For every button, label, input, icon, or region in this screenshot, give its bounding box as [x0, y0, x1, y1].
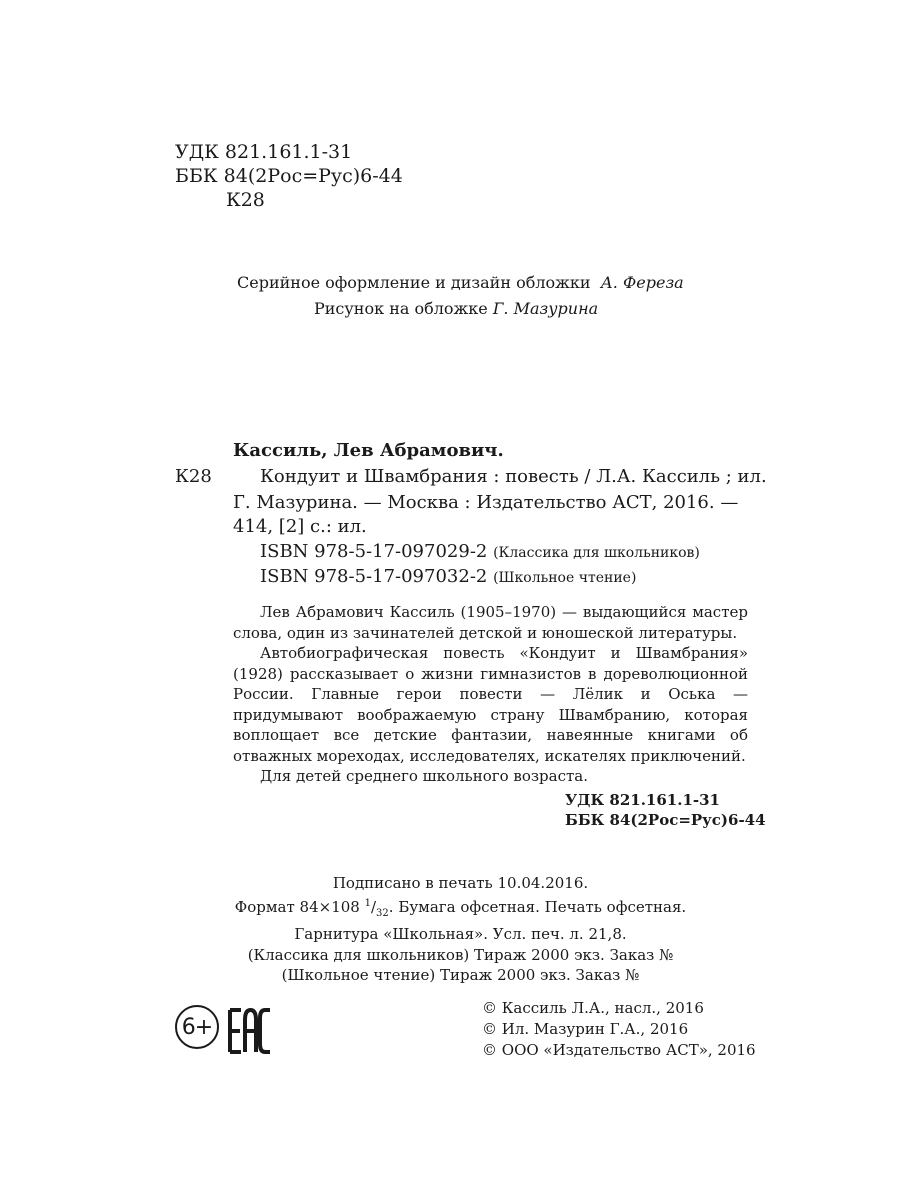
- eac-mark-icon: [228, 1006, 272, 1056]
- bbk-code-top: ББК 84(2Рос=Рус)6-44: [175, 165, 403, 187]
- format-numerator: 1: [364, 897, 371, 909]
- illustration-credit: [314, 296, 598, 322]
- isbn-number: ISBN 978-5-17-097032-2: [260, 566, 488, 587]
- age-rating-text: 6+: [181, 1014, 213, 1040]
- copyright-line: © ООО «Издательство АСТ», 2016: [482, 1041, 756, 1059]
- copyright-line: © Ил. Мазурин Г.А., 2016: [482, 1020, 689, 1038]
- isbn-series: (Школьное чтение): [493, 570, 637, 586]
- annotation-paragraph: Автобиографическая повесть «Кондуит и Швамбрания» (1928) рассказывает о жизни гимназистов в дореволюционной России. Главные герои повести — Лёлик и Оська — придумывают воображаемую страну Швамбранию, которая воплощает все детские фантазии, навеянные книгами об отважных мореходах, исследователях, искателях приключений.: [233, 644, 748, 765]
- typeface-line: Гарнитура «Школьная». Усл. печ. л. 21,8.: [294, 925, 627, 943]
- annotation-paragraph: Лев Абрамович Кассиль (1905–1970) — выдающийся мастер слова, один из зачинателей детской и юношеской литературы.: [233, 603, 748, 642]
- illustration-credit-name: Г. Мазурина: [492, 299, 599, 318]
- biblio-line-1: Кондуит и Швамбрания : повесть / Л.А. Кассиль ; ил.: [260, 466, 767, 487]
- author-heading: Кассиль, Лев Абрамович.: [233, 440, 504, 461]
- print-run-line: (Классика для школьников) Тираж 2000 экз. Заказ №: [247, 945, 674, 964]
- udk-code-top: УДК 821.161.1-31: [175, 141, 353, 163]
- age-rating-badge: [175, 1005, 219, 1049]
- biblio-line-3: 414, [2] с.: ил.: [233, 516, 367, 537]
- isbn-row: [260, 565, 636, 590]
- annotation-paragraph: Для детей среднего школьного возраста.: [260, 767, 589, 785]
- design-credit: [237, 270, 684, 296]
- author-mark: К28: [175, 466, 212, 487]
- format-label: Формат 84×108: [234, 897, 365, 916]
- imprint: [233, 873, 688, 986]
- udk-code-bottom: УДК 821.161.1-31: [565, 791, 720, 809]
- annotation: [233, 602, 748, 787]
- isbn-series: (Классика для школьников): [493, 545, 700, 561]
- design-credit-label: Серийное оформление и дизайн обложки: [237, 273, 591, 292]
- bbk-code-bottom: ББК 84(2Рос=Рус)6-44: [565, 811, 766, 829]
- isbn-number: ISBN 978-5-17-097029-2: [260, 541, 488, 562]
- print-run-line: (Школьное чтение) Тираж 2000 экз. Заказ №: [281, 966, 640, 984]
- format-paper: . Бумага офсетная. Печать офсетная.: [388, 897, 687, 916]
- format-denominator: 32: [376, 907, 389, 919]
- design-credit-name: А. Фереза: [600, 273, 684, 292]
- signed-date: Подписано в печать 10.04.2016.: [332, 874, 589, 892]
- isbn-row: [260, 540, 700, 565]
- illustration-credit-label: Рисунок на обложке: [314, 299, 488, 318]
- author-mark-top: К28: [226, 189, 265, 211]
- copyright-line: © Кассиль Л.А., насл., 2016: [482, 999, 704, 1017]
- biblio-line-2: Г. Мазурина. — Москва : Издательство АСТ, 2016. —: [233, 492, 739, 513]
- format-line: Формат 84×108 $^1/_{32}$. Бумага офсетная. Печать офсетная.: [234, 897, 687, 919]
